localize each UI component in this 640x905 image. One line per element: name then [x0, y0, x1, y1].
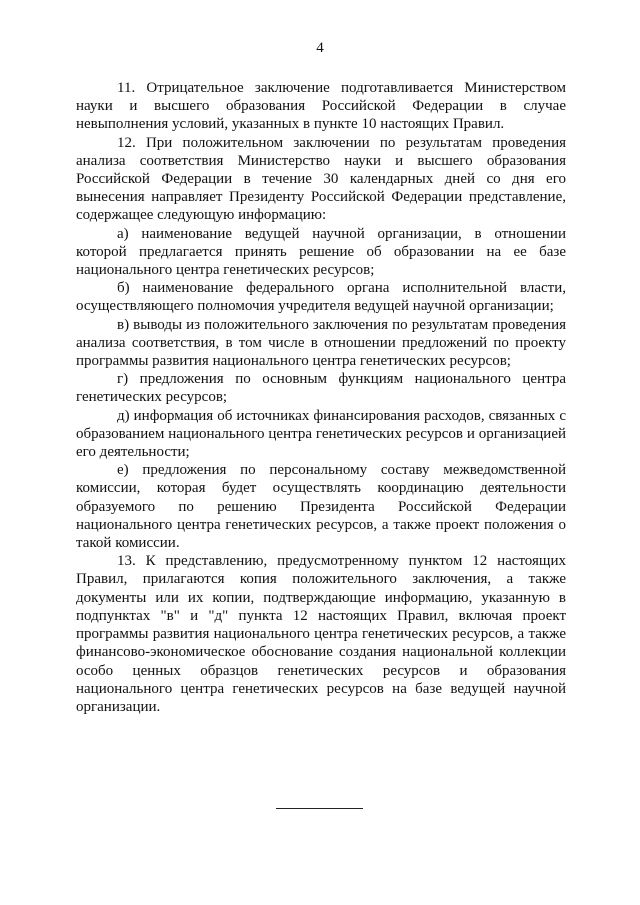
subparagraph-e: е) предложения по персональному составу межведомственной комиссии, которая будет осуществлять координацию деятельности образуемого по решению Президента Российской Федерации национального центра генетических ресурсов, а также проект положения о такой комиссии. — [76, 462, 566, 552]
subparagraph-a: а) наименование ведущей научной организации, в отношении которой предлагается принять решение об образовании на ее базе национального центра генетических ресурсов; — [76, 225, 566, 279]
document-body — [76, 79, 566, 716]
end-separator-line — [276, 808, 363, 809]
subparagraph-b: б) наименование федерального органа исполнительной власти, осуществляющего полномочия учредителя ведущей научной организации; — [76, 280, 566, 315]
subparagraph-d: д) информация об источниках финансирования расходов, связанных с образованием национального центра генетических ресурсов и организацией его деятельности; — [76, 407, 566, 461]
paragraph-13: 13. К представлению, предусмотренному пунктом 12 настоящих Правил, прилагаются копия положительного заключения, а также документы или их копии, подтверждающие информацию, указанную в подпунктах "в" и "д" пункта 12 настоящих Правил, включая проект программы развития национального центра генетических ресурсов, а также финансово-экономическое обоснование создания национальной коллекции особо ценных образцов генетических ресурсов и образования национального центра генетических ресурсов на базе ведущей научной организации. — [76, 553, 566, 715]
paragraph-12: 12. При положительном заключении по результатам проведения анализа соответствия Министерство науки и высшего образования Российской Федерации в течение 30 календарных дней со дня его вынесения направляет Президенту Российской Федерации представление, содержащее следующую информацию: — [76, 134, 566, 224]
subparagraph-g: г) предложения по основным функциям национального центра генетических ресурсов; — [76, 371, 566, 406]
paragraph-11: 11. Отрицательное заключение подготавливается Министерством науки и высшего образования Российской Федерации в случае невыполнения условий, указанных в пункте 10 настоящих Правил. — [76, 80, 566, 133]
subparagraph-v: в) выводы из положительного заключения по результатам проведения анализа соответствия, в том числе в отношении предложений по проекту программы развития национального центра генетических ресурсов; — [76, 316, 566, 370]
page-number: 4 — [316, 40, 324, 56]
